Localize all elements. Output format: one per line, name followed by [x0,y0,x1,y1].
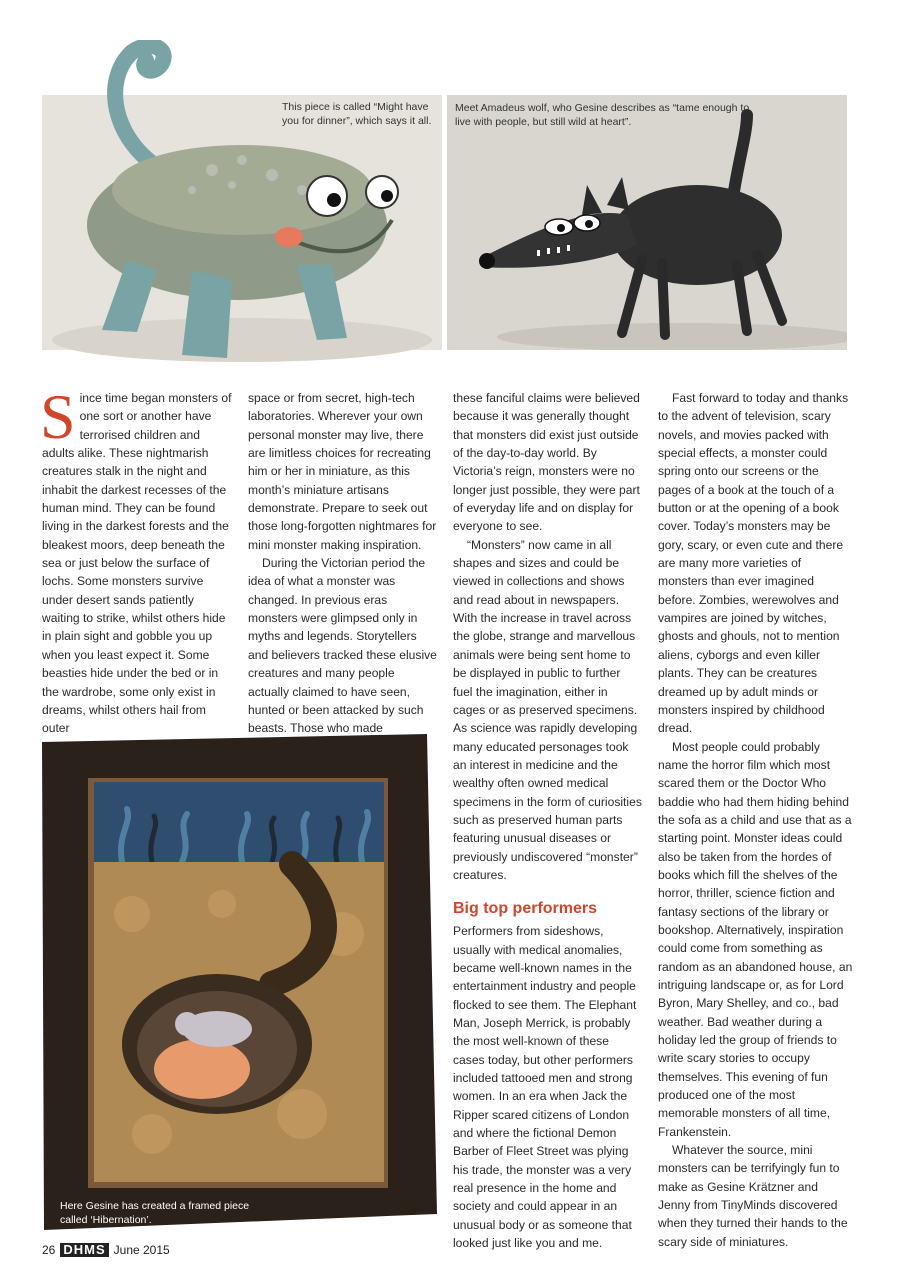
paragraph: Fast forward to today and thanks to the advent of television, scary novels, and movies packed with special effects, a monster could spring onto our screens or the pages of a book at the touch of a button or at the opening of a book cover. Today’s monsters may be gory, scary, or even cute and there are many more varieties of monsters than ever imagined before. Zombies, werewolves and vampires are joined by witches, ghosts and ghouls, not to mention aliens, cyborgs and even killer plants. They can be creatures dreamed up by adult minds or monsters inspired by childhood dread. [658,391,849,736]
paragraph: Performers from sideshows, usually with medical anomalies, became well-known names in the entertainment industry and people flocked to see them. The Elephant Man, Joseph Merrick, is probably the most well-known of these cases today, but other performers included tattooed men and strong women. In an era when Jack the Ripper scared citizens of London and where the fictional Demon Barber of Fleet Street was plying his trade, the monster was a very real presence in the home and society and could appear in an unusual body or as someone that looked just like you and me. [453,924,637,1251]
wolf-monster-photo [447,95,847,350]
article-column-1 [40,381,232,738]
paragraph: During the Victorian period the idea of what a monster was changed. In previous eras monsters were glimpsed only in myths and legends. Storytellers and believers tracked these elusive creatures and many people actually claimed to have seen, hunted or been attacked by such beasts. Those who made [248,556,437,736]
issue-date: June 2015 [113,1243,170,1257]
paragraph: Most people could probably name the horror film which most scared them or the Doctor Who baddie who had them hiding behind the sofa as a child and use that as a starting point. Monster ideas could also be taken from the hordes of books which fill the shelves of the horror, thriller, science fiction and fantasy sections of the library or bookshop. Alternatively, inspiration could come from something as random as an abandoned house, an intriguing landscape or, as for Lord Byron, Mary Shelley, and co., bad weather. Bad weather during a holiday led the group of friends to write scary stories to occupy themselves. This evening of fun produced one of the most memorable monsters of all time, Frankenstein. [658,739,853,1139]
lizard-monster-photo [42,40,442,370]
page-footer [42,1243,170,1257]
drop-cap: S [40,381,76,452]
lizard-photo-caption: This piece is called “Might have you for dinner”, which says it all. [282,101,432,127]
subheading: Big top performers [453,900,598,918]
intro-paragraph: ince time began monsters of one sort or another have terrorised children and adults alike. These nightmarish creatures stalk in the night and inhabit the darkest recesses of the human mind. They can be found living in the darkest forests and the bleakest moors, deep beneath the sea or just below the surface of lochs. Some monsters survive under desert sands patiently waiting to strike, whilst others hide in plain sight and gobble you up when you least expect it. Some beasties hide under the bed or in the wardrobe, some only exist in dreams, whilst others hail from outer [42,391,232,736]
hibernation-photo [42,734,442,1230]
article-column-2 [248,389,438,738]
article-column-3 [453,389,643,1252]
paragraph: “Monsters” now came in all shapes and sizes and could be viewed in collections and shows and read about in newspapers. With the increase in travel across the globe, strange and marvellous animals were being sent home to be displayed in public to further fuel the imagination, either in cages or as preserved specimens. As science was rapidly developing many educated personages took an interest in medicine and the wealthy often owned medical specimens in the form of curiosities such as preserved human parts featuring unusual diseases or previously undiscovered “monster” creatures. [453,537,642,882]
page-number: 26 [42,1243,56,1257]
magazine-logo: DHMS [60,1243,108,1257]
article-column-4 [658,389,853,1251]
wolf-photo-caption: Meet Amadeus wolf, who Gesine describes as “tame enough to live with people, but still wild at heart”. [455,102,750,128]
paragraph: Whatever the source, mini monsters can be terrifyingly fun to make as Gesine Krätzner and Jenny from TinyMinds discovered when they turned their hands to the scary side of miniatures. [658,1143,848,1249]
paragraph: space or from secret, high-tech laboratories. Wherever your own personal monster may live, there are limitless choices for recreating him or her in miniature, as this month’s miniature artisans demonstrate. Prepare to seek out those long-forgotten nightmares for mini monster making inspiration. [248,391,437,552]
paragraph: these fanciful claims were believed because it was generally thought that monsters did exist just outside of the day-to-day world. By Victoria’s reign, monsters were no longer just possible, they were part of everyday life and on display for everyone to see. [453,391,640,534]
hibernation-photo-caption: Here Gesine has created a framed piece called ‘Hibernation’. [60,1200,250,1226]
